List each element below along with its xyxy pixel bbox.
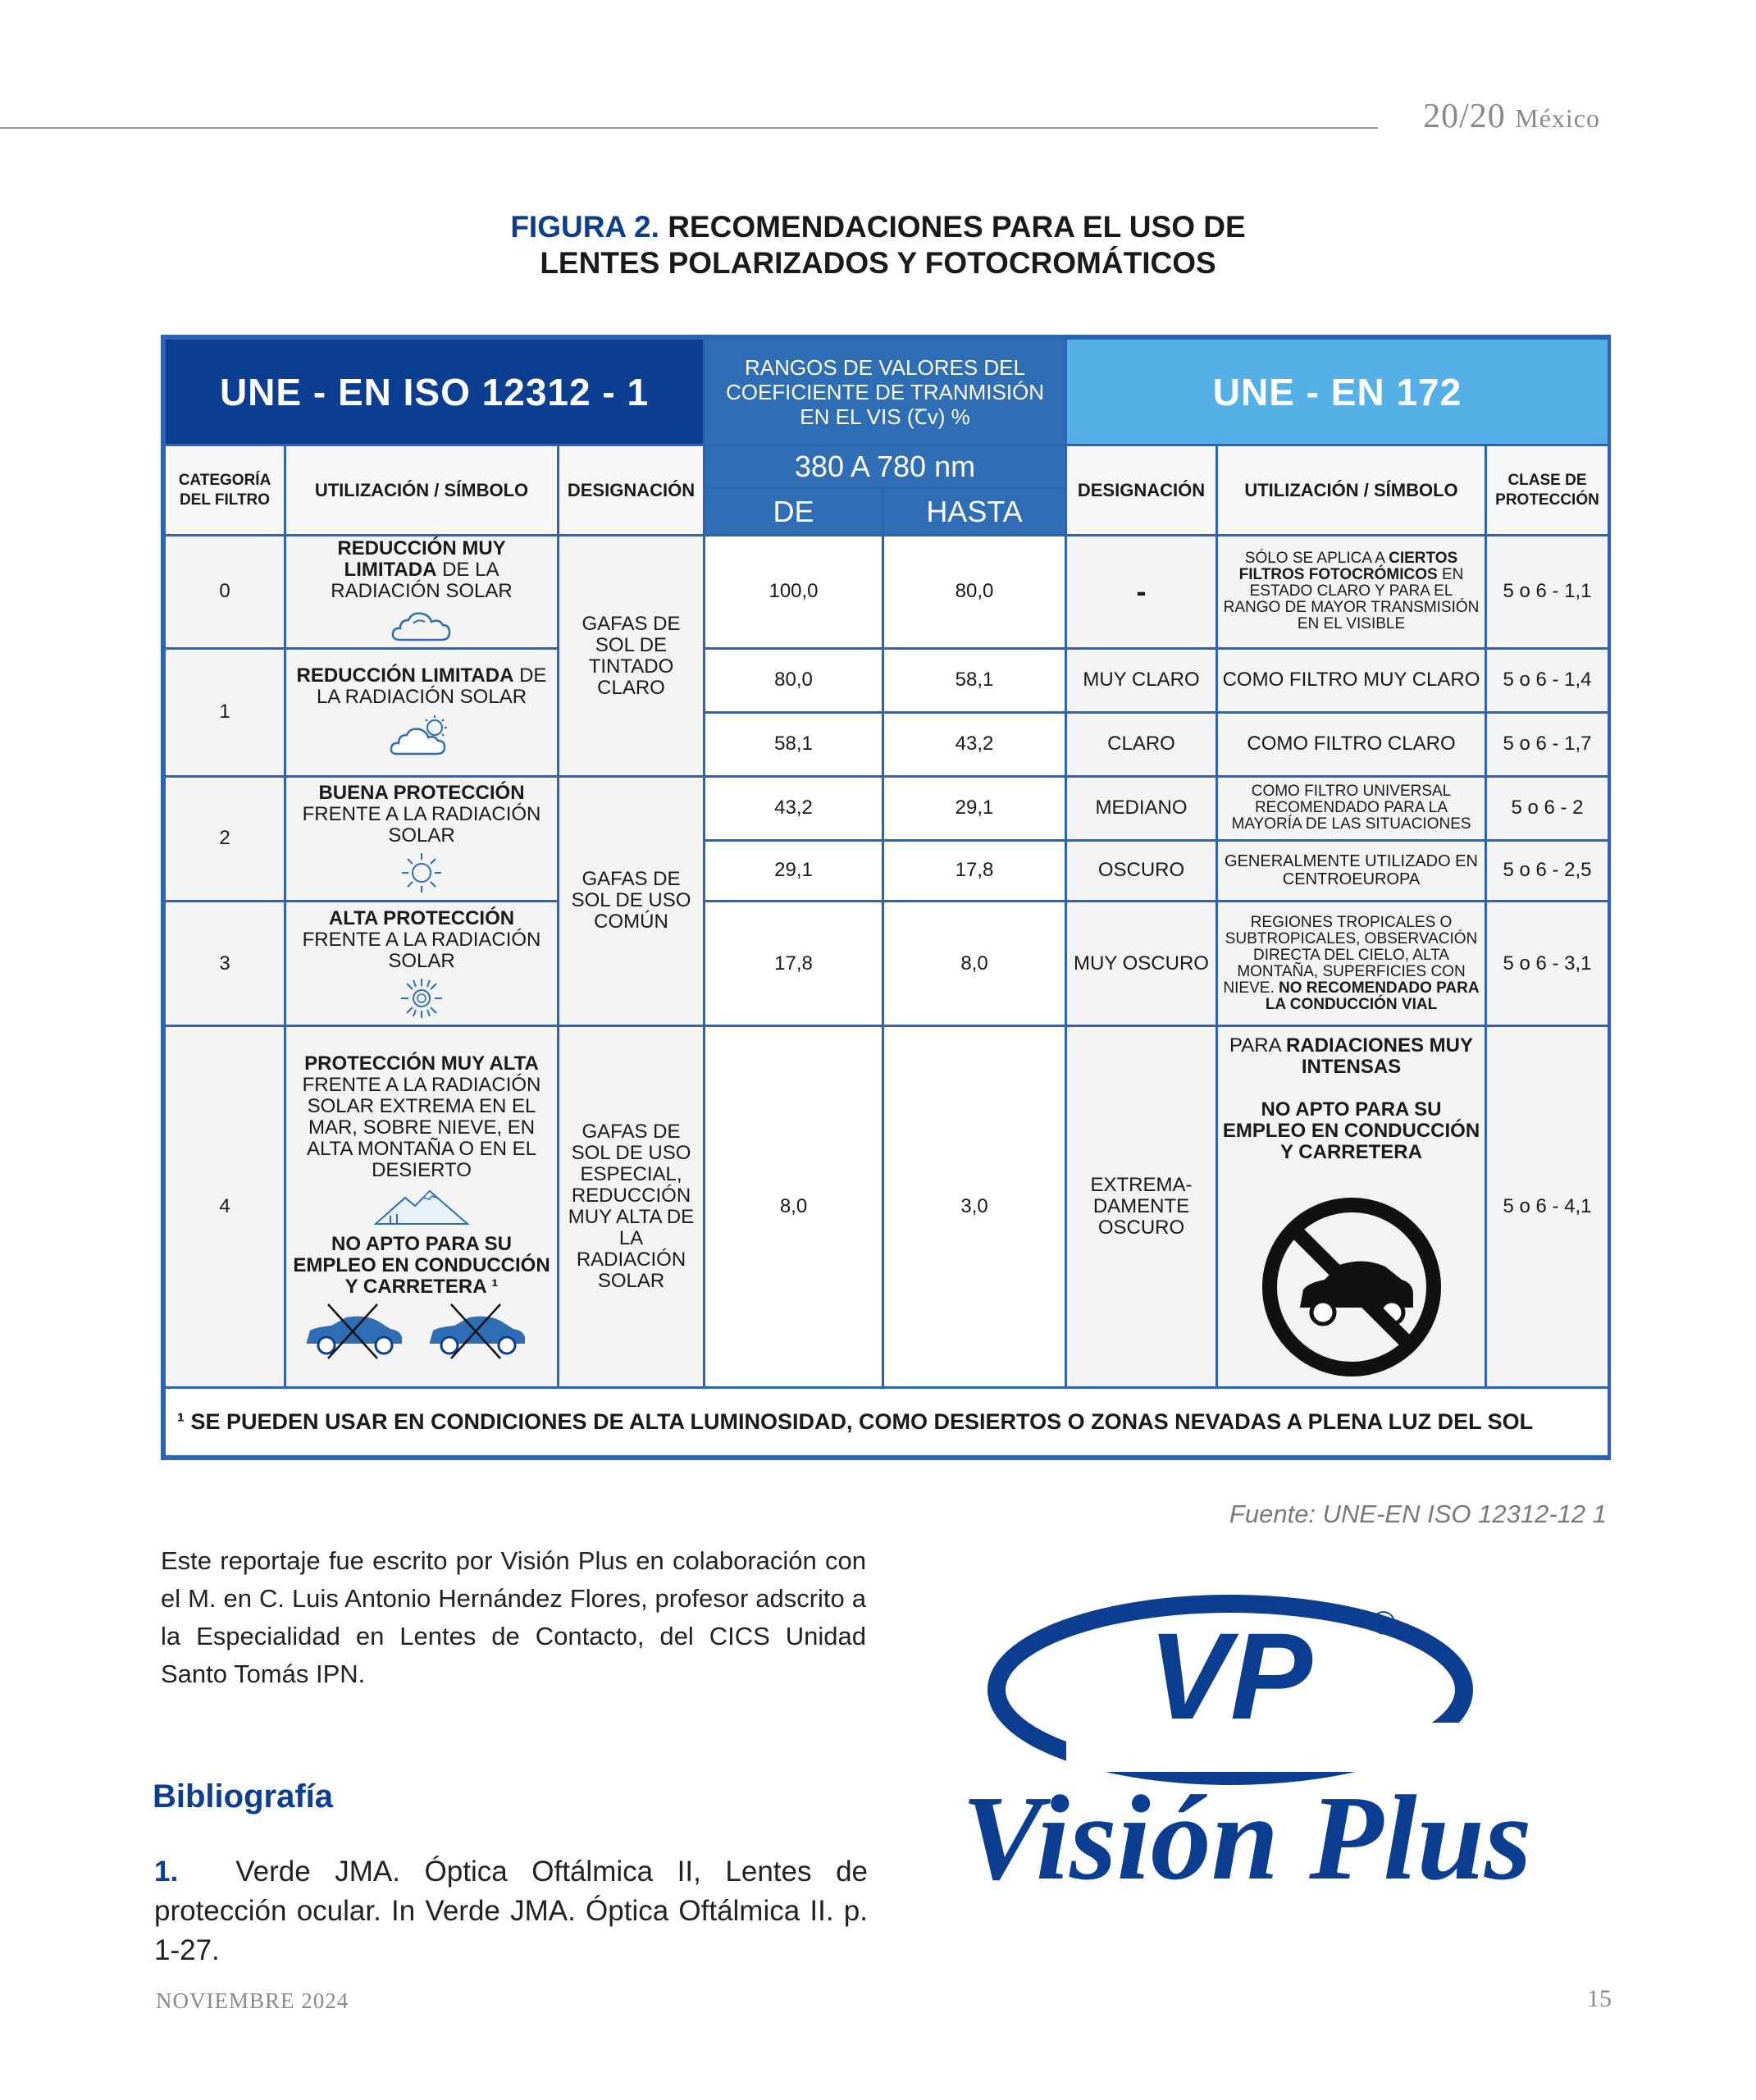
cat-0: 0 (165, 536, 285, 648)
use-cat-2: BUENA PROTECCIÓN FRENTE A LA RADIACIÓN SOLAR (285, 776, 559, 901)
use-cat-0: REDUCCIÓN MUY LIMITADA DE LA RADIACIÓN SOLAR (285, 536, 559, 648)
designacion-uso-comun: GAFAS DE SOL DE USO COMÚN (559, 776, 705, 1025)
figure-label: FIGURA 2. (510, 210, 659, 244)
bibliography-number: 1. (154, 1856, 179, 1888)
col-utilizacion: UTILIZACIÓN / SÍMBOLO (285, 445, 559, 536)
hasta-1: 58,1 (883, 648, 1066, 712)
de-4: 29,1 (705, 840, 883, 901)
hasta-4: 17,8 (883, 840, 1066, 901)
hasta-3: 29,1 (883, 776, 1066, 840)
cat-1: 1 (165, 648, 285, 776)
col-de: DE (705, 488, 883, 536)
mountain-icon (372, 1186, 471, 1227)
clase-5: 5 o 6 - 3,1 (1486, 901, 1609, 1025)
use-en-5: REGIONES TROPICALES O SUBTROPICALES, OBSERVACIÓN DIRECTA DEL CIELO, ALTA MONTAÑA, SUPERFICIES CON NIEVE. NO RECOMENDADO PARA LA CONDUCCIÓN VIAL (1217, 901, 1486, 1025)
bibliography-heading: Bibliografía (153, 1778, 334, 1815)
use-en-1: COMO FILTRO MUY CLARO (1217, 648, 1486, 712)
desig-en-1: MUY CLARO (1066, 648, 1217, 712)
clase-4: 5 o 6 - 2,5 (1486, 840, 1609, 901)
clase-1: 5 o 6 - 1,4 (1486, 648, 1609, 712)
source-citation: Fuente: UNE-EN ISO 12312-12 1 (1229, 1500, 1607, 1528)
hasta-0: 80,0 (883, 536, 1066, 648)
cat-3: 3 (165, 901, 285, 1025)
cloud-icon (389, 607, 454, 645)
designacion-tintado-claro: GAFAS DE SOL DE TINTADO CLARO (559, 536, 705, 776)
use-en-3: COMO FILTRO UNIVERSAL RECOMENDADO PARA LA MAYORÍA DE LAS SITUACIONES (1217, 776, 1486, 840)
col-clase: CLASE DE PROTECCIÓN (1486, 445, 1609, 536)
vision-plus-logo (927, 1591, 1567, 1920)
de-0: 100,0 (705, 536, 883, 648)
desig-en-5: MUY OSCURO (1066, 901, 1217, 1025)
use-en-4: GENERALMENTE UTILIZADO EN CENTROEUROPA (1217, 840, 1486, 901)
strong-sun-icon (397, 977, 446, 1020)
cat-2: 2 (165, 776, 285, 901)
header-rule (0, 127, 1378, 129)
page-number: 15 (1587, 1985, 1612, 2012)
col-categoria: CATEGORÍA DEL FILTRO (165, 445, 285, 536)
no-driving-sign-icon (1257, 1193, 1446, 1381)
de-2: 58,1 (705, 712, 883, 776)
logo-name: Visión Plus (961, 1771, 1532, 1906)
footer-date: NOVIEMBRE 2024 (156, 1988, 349, 2013)
col-designacion-en: DESIGNACIÓN (1066, 445, 1217, 536)
use-cat-1: REDUCCIÓN LIMITADA DE LA RADIACIÓN SOLAR (285, 648, 559, 776)
de-6: 8,0 (705, 1026, 883, 1388)
filter-table (161, 335, 1611, 1460)
clase-3: 5 o 6 - 2 (1486, 776, 1609, 840)
magazine-title: 20/20 México (1423, 98, 1600, 135)
desig-en-4: OSCURO (1066, 840, 1217, 901)
cat-4: 4 (165, 1026, 285, 1388)
col-utilizacion-en: UTILIZACIÓN / SÍMBOLO (1217, 445, 1486, 536)
use-en-2: COMO FILTRO CLARO (1217, 712, 1486, 776)
registered-mark: ® (1371, 1605, 1396, 1641)
bibliography-text: Verde JMA. Óptica Oftálmica II, Lentes de protección ocular. In Verde JMA. Óptica Oftálmica II. p. 1-27. (154, 1856, 868, 1966)
desig-en-2: CLARO (1066, 712, 1217, 776)
desig-en-6: EXTREMA-DAMENTE OSCURO (1066, 1026, 1217, 1388)
figure-title-line2: LENTES POLARIZADOS Y FOTOCROMÁTICOS (540, 246, 1216, 280)
de-5: 17,8 (705, 901, 883, 1025)
cloud-sun-icon (389, 713, 454, 759)
clase-0: 5 o 6 - 1,1 (1486, 536, 1609, 648)
range-header: RANGOS DE VALORES DEL COEFICIENTE DE TRANMISIÓN EN EL VIS (Ꞇv) % (705, 339, 1066, 445)
hasta-2: 43,2 (883, 712, 1066, 776)
en-header: UNE - EN 172 (1066, 339, 1609, 445)
col-designacion: DESIGNACIÓN (559, 445, 705, 536)
use-cat-3: ALTA PROTECCIÓN FRENTE A LA RADIACIÓN SOLAR (285, 901, 559, 1025)
iso-header: UNE - EN ISO 12312 - 1 (165, 339, 705, 445)
use-en-0: SÓLO SE APLICA A CIERTOS FILTROS FOTOCRÓMICOS EN ESTADO CLARO Y PARA EL RANGO DE MAYOR TRANSMISIÓN EN EL VISIBLE (1217, 536, 1486, 648)
figure-title-line1: RECOMENDACIONES PARA EL USO DE (668, 210, 1246, 244)
logo-mark: VP (1147, 1607, 1313, 1745)
warning-text-iso: NO APTO PARA SU EMPLEO EN CONDUCCIÓN Y CARRETERA ¹ (293, 1232, 550, 1298)
desig-en-0: - (1066, 536, 1217, 648)
de-1: 80,0 (705, 648, 883, 712)
figure-title (0, 209, 1756, 281)
no-car-icons (299, 1303, 545, 1360)
range-nm: 380 A 780 nm (705, 445, 1066, 488)
col-hasta: HASTA (883, 488, 1066, 536)
hasta-6: 3,0 (883, 1026, 1066, 1388)
designacion-uso-especial: GAFAS DE SOL DE USO ESPECIAL, REDUCCIÓN MUY ALTA DE LA RADIACIÓN SOLAR (559, 1026, 705, 1388)
warning-text-en: NO APTO PARA SU EMPLEO EN CONDUCCIÓN Y CARRETERA (1222, 1098, 1480, 1164)
bibliography-item (154, 1852, 868, 1970)
use-en-6: PARA RADIACIONES MUY INTENSAS NO APTO PARA SU EMPLEO EN CONDUCCIÓN Y CARRETERA (1217, 1026, 1486, 1388)
use-cat-4: PROTECCIÓN MUY ALTA FRENTE A LA RADIACIÓN SOLAR EXTREMA EN EL MAR, SOBRE NIEVE, EN ALTA MONTAÑA O EN EL DESIERTO NO APTO PARA SU EMPLEO EN CONDUCCIÓN Y CARRETERA ¹ (285, 1026, 559, 1388)
sun-icon (397, 851, 446, 894)
desig-en-3: MEDIANO (1066, 776, 1217, 840)
author-paragraph: Este reportaje fue escrito por Visión Plus en colaboración con el M. en C. Luis Antonio Hernández Flores, profesor adscrito a la Especialidad en Lentes de Contacto, del CICS Unidad Santo Tomás IPN. (161, 1546, 866, 1688)
clase-2: 5 o 6 - 1,7 (1486, 712, 1609, 776)
table-footnote: ¹ SE PUEDEN USAR EN CONDICIONES DE ALTA LUMINOSIDAD, COMO DESIERTOS O ZONAS NEVADAS A PLENA LUZ DEL SOL (165, 1387, 1609, 1456)
hasta-5: 8,0 (883, 901, 1066, 1025)
clase-6: 5 o 6 - 4,1 (1486, 1026, 1609, 1388)
de-3: 43,2 (705, 776, 883, 840)
